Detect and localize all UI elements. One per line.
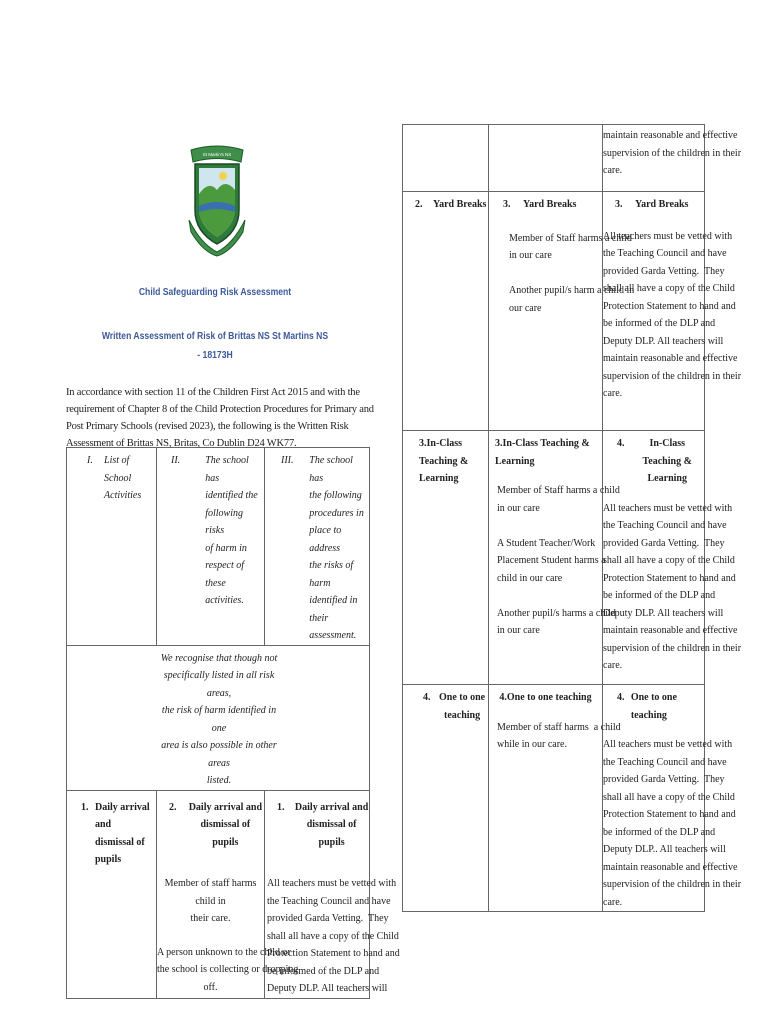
risk-text: Member of staff harms a child while in our care. bbox=[497, 721, 621, 750]
procedure-text: All teachers must be vetted with the Teaching Council and have provided Garda Vetting. They shall all have a copy of the Child Protection Statement to hand and be informed of the DLP and Deputy DLP.. All teachers will maintain reasonable and effective supervision of the children in their care. bbox=[603, 739, 742, 908]
risk-note: We recognise that though not specifically listed in all risk areas, the risk of harm identified in one area is also possible in other areas listed. bbox=[160, 652, 278, 786]
activity-label: Daily arrival and dismissal of pupils bbox=[188, 801, 263, 848]
risk-table-left bbox=[66, 447, 400, 999]
document-title: Child Safeguarding Risk Assessment bbox=[138, 286, 292, 298]
table-row: 2. Yard Breaks 3. Yard Breaks Member of Staff harms a child in our care Another pupil/s harm a child in our care 3. Yard Breaks All teachers must be vetted with the Teaching Council and have provided Garda Vetting. They shall all have a copy of the Child Protection Statement to hand and be informed of the DLP and Deputy DLP. All teachers will maintain reasonable and effective supervision of the children in their care. bbox=[403, 192, 705, 431]
table-header-row bbox=[67, 448, 370, 646]
activity-label: Yard Breaks bbox=[635, 199, 689, 210]
activity-label: 4.One to one teaching bbox=[499, 692, 592, 703]
risk-text: Member of Staff harms a child in our care Another pupil/s harm a child in our care bbox=[509, 232, 635, 314]
activity-label: Daily arrival and dismissal of pupils bbox=[294, 801, 369, 848]
header-number: II. bbox=[171, 455, 181, 466]
activity-label: 3.In-Class Teaching & Learning bbox=[419, 438, 469, 484]
activity-label: 3.In-Class Teaching & Learning bbox=[495, 438, 590, 467]
risk-text: Member of staff harms child in their care. bbox=[164, 878, 257, 924]
document-subtitle: Written Assessment of Risk of Brittas NS St Martins NS bbox=[101, 330, 329, 342]
activity-label: One to one teaching bbox=[630, 692, 677, 721]
table-row: 1. Daily arrival and dismissal of pupils 2. Daily arrival and dismissal of pupils Member of staff harms child in their care. A person unknown to the child or the school is collecting or dropping off. 1. Daily arrival and dismissal of pupils All teachers must be vetted with the Teaching Council and have provided Garda Vetting. They shall all have a copy of the Child Protection Statement to hand and be informed of the DLP and Deputy DLP. All teachers will bbox=[67, 790, 370, 998]
crest-motto: St Martin's NS bbox=[202, 152, 232, 157]
table-row bbox=[403, 125, 705, 192]
header-procedures: The school has the following procedures in place to address the risks of harm identified in their assessment. bbox=[309, 455, 364, 641]
header-activities: List of School Activities bbox=[104, 455, 142, 501]
activity-label: Yard Breaks bbox=[433, 199, 487, 210]
activity-label: In-Class Teaching & Learning bbox=[642, 438, 692, 484]
activity-label: One to one teaching bbox=[439, 692, 486, 721]
risk-table-right bbox=[402, 124, 742, 912]
risk-text: Member of Staff harms a child in our care A Student Teacher/Work Placement Student harms a child in our care Another pupil/s harms a child in our care bbox=[497, 485, 620, 636]
activity-label: Daily arrival and dismissal of pupils bbox=[95, 801, 150, 865]
procedure-text: All teachers must be vetted with the Teaching Council and have provided Garda Vetting. They shall all have a copy of the Child Protection Statement to hand and be informed of the DLP and Deputy DLP. All teachers will maintain reasonable and effective supervision of the children in their care. bbox=[603, 230, 742, 399]
risk-text: A person unknown to the child or the school is collecting or dropping off. bbox=[157, 946, 299, 993]
intro-paragraph: In accordance with section 11 of the Children First Act 2015 and with the requirement of Chapter 8 of the Child Protection Procedures for Primary and Post Primary Schools (revised 2023), the following is the Written Risk Assessment of Brittas NS, Britas, Co Dublin D24 WK77. bbox=[66, 387, 374, 449]
table-row: 3.In-Class Teaching & Learning 3.In-Class Teaching & Learning Member of Staff harms a child in our care A Student Teacher/Work Placement Student harms a child in our care Another pupil/s harms a child in our care 4. In-Class Teaching & Learning All teachers must be vetted with the Teaching Council and have provided Garda Vetting. They shall all have a copy of the Child Protection Statement to hand and be informed of the DLP and Deputy DLP. All teachers will maintain reasonable and effective supervision of the children in their care. bbox=[403, 431, 705, 685]
header-number: I. bbox=[87, 455, 93, 466]
procedure-text: All teachers must be vetted with the Teaching Council and have provided Garda Vetting. They shall all have a copy of the Child Protection Statement to hand and be informed of the DLP and Deputy DLP. All teachers will maintain reasonable and effective supervision of the children in their care. bbox=[603, 502, 742, 671]
table-row: 4. One to one teaching 4.One to one teaching Member of staff harms a child while in our care. 4. One to one teaching All teachers must be vetted with the Teaching Council and have provided Garda Vetting. They shall all have a copy of the Child Protection Statement to hand and be informed of the DLP and Deputy DLP.. All teachers will maintain reasonable and effective supervision of the children in their care. bbox=[403, 685, 705, 912]
activity-label: Yard Breaks bbox=[523, 199, 577, 210]
header-number: III. bbox=[281, 455, 294, 466]
header-risks: The school has identified the following risks of harm in respect of these activities. bbox=[205, 455, 258, 606]
procedure-text: maintain reasonable and effective supervision of the children in their care. bbox=[603, 130, 742, 176]
document-subtitle-code: - 18173H bbox=[197, 349, 233, 361]
school-crest-logo bbox=[185, 140, 249, 258]
procedure-text: All teachers must be vetted with the Teaching Council and have provided Garda Vetting. They shall all have a copy of the Child Protection Statement to hand and be informed of the DLP and Deputy DLP. All teachers will bbox=[267, 878, 400, 994]
